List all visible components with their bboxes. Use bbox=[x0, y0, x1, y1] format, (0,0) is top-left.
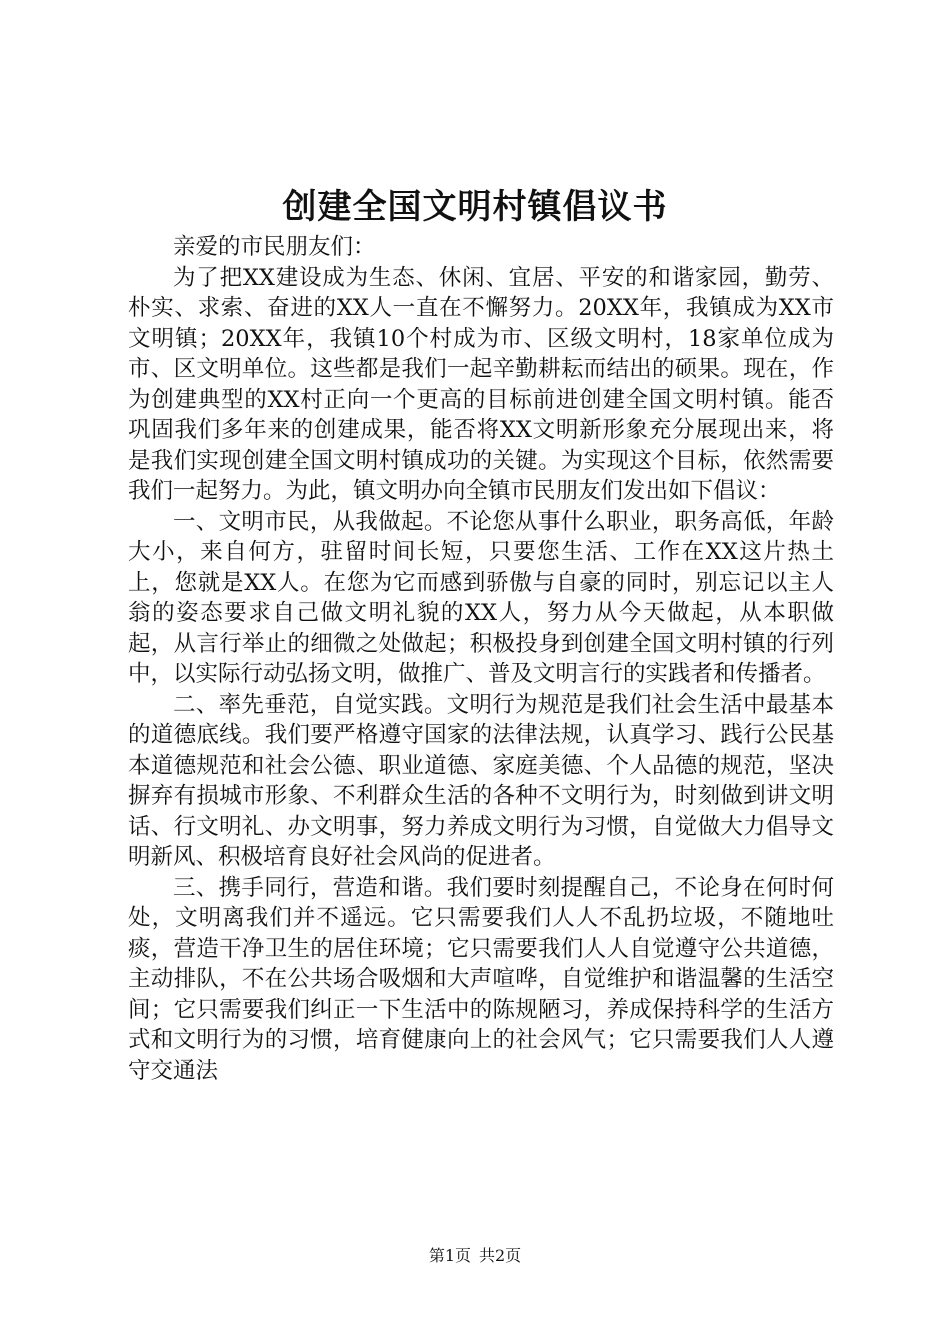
paragraph-proposal-3: 三、携手同行，营造和谐。我们要时刻提醒自己，不论身在何时何处，文明离我们并不遥远。它只需要我们人人不乱扔垃圾，不随地吐痰，营造干净卫生的居住环境；它只需要我们人人自觉遵守公共道德，主动排队，不在公共场合吸烟和大声喧哗，自觉维护和谐温馨的生活空间；它只需要我们纠正一下生活中的陈规陋习，养成保持科学的生活方式和文明行为的习惯，培育健康向上的社会风气；它只需要我们人人遵守交通法 bbox=[128, 874, 834, 1084]
salutation: 亲爱的市民朋友们： bbox=[173, 234, 376, 260]
document-title: 创建全国文明村镇倡议书 bbox=[282, 187, 668, 227]
page-footer bbox=[0, 1244, 950, 1268]
page-number: 第1页 bbox=[428, 1246, 471, 1265]
document-body bbox=[128, 232, 834, 1086]
page-total: 共2页 bbox=[479, 1246, 522, 1265]
paragraph-intro: 为了把XX建设成为生态、休闲、宜居、平安的和谐家园，勤劳、朴实、求索、奋进的XX人一直在不懈努力。20XX年，我镇成为XX市文明镇；20XX年，我镇10个村成为市、区级文明村，18家单位成为市、区文明单位。这些都是我们一起辛勤耕耘而结出的硕果。现在，作为创建典型的XX村正向一个更高的目标前进创建全国文明村镇。能否巩固我们多年来的创建成果，能否将XX文明新形象充分展现出来，将是我们实现创建全国文明村镇成功的关键。为实现这个目标，依然需要我们一起努力。为此，镇文明办向全镇市民朋友们发出如下倡议： bbox=[128, 264, 834, 504]
paragraph-proposal-1: 一、文明市民，从我做起。不论您从事什么职业，职务高低，年龄大小，来自何方，驻留时间长短，只要您生活、工作在XX这片热土上，您就是XX人。在您为它而感到骄傲与自豪的同时，别忘记以主人翁的姿态要求自己做文明礼貌的XX人，努力从今天做起，从本职做起，从言行举止的细微之处做起；积极投身到创建全国文明村镇的行列中，以实际行动弘扬文明，做推广、普及文明言行的实践者和传播者。 bbox=[128, 508, 834, 687]
paragraph-proposal-2: 二、率先垂范，自觉实践。文明行为规范是我们社会生活中最基本的道德底线。我们要严格遵守国家的法律法规，认真学习、践行公民基本道德规范和社会公德、职业道德、家庭美德、个人品德的规范，坚决摒弃有损城市形象、不利群众生活的各种不文明行为，时刻做到讲文明话、行文明礼、办文明事，努力养成文明行为习惯，自觉做大力倡导文明新风、积极培育良好社会风尚的促进者。 bbox=[128, 691, 834, 870]
